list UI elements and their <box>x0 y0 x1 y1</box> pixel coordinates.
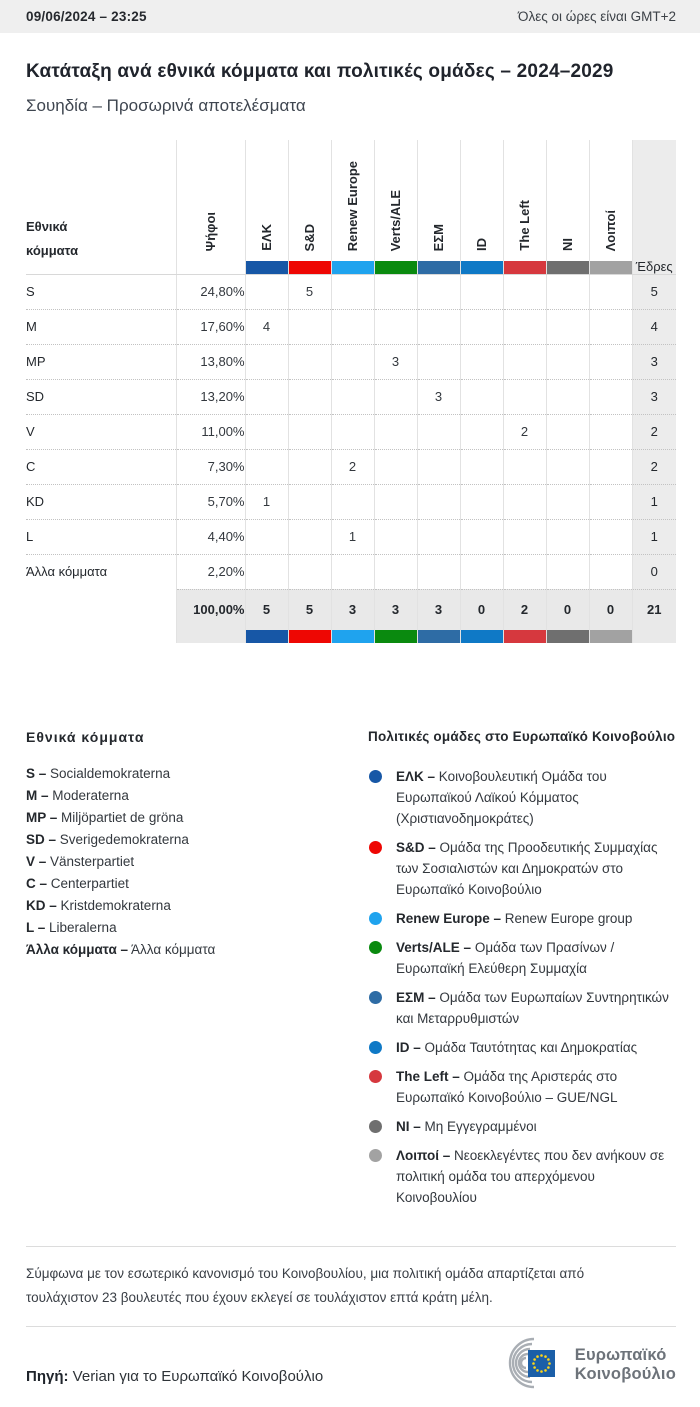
legend-item: Άλλα κόμματα – Άλλα κόμματα <box>26 942 216 957</box>
political-groups-legend-heading: Πολιτικές ομάδες στο Ευρωπαϊκό Κοινοβούλιο <box>368 729 676 744</box>
the-left-color-dot-icon <box>369 1070 382 1083</box>
vote-share: 7,30% <box>176 449 245 484</box>
total-vote-share: 100,00% <box>176 589 245 630</box>
seats-count: 0 <box>632 554 676 589</box>
table-row-sd: SD 13,20% 3 3 <box>26 379 676 414</box>
color-bar-gap <box>176 261 245 274</box>
table-row-kd: KD 5,70% 1 1 <box>26 484 676 519</box>
timezone-note: Όλες οι ώρες είναι GMT+2 <box>518 9 676 24</box>
rules-note: Σύμφωνα με τον εσωτερικό κανονισμό του Κοινοβουλίου, μια πολιτική ομάδα απαρτίζεται από τουλάχιστον 23 βουλευτές που έχουν εκλεγεί σε τουλάχιστον επτά κράτη μέλη. <box>26 1266 585 1305</box>
seats-count: 1 <box>632 519 676 554</box>
column-header-ecr: ΕΣΜ <box>417 140 460 261</box>
legend-item: M – Moderaterna <box>26 788 129 803</box>
color-swatch-epp <box>245 630 288 643</box>
national-parties-header: Εθνικά κόμματα <box>26 219 79 259</box>
page-title: Κατάταξη ανά εθνικά κόμματα και πολιτικές ομάδες – 2024–2029 <box>26 61 614 82</box>
party-abbr: L <box>26 519 176 554</box>
column-header-others: Λοιποί <box>589 140 632 261</box>
vote-share: 24,80% <box>176 274 245 309</box>
political-groups-legend <box>368 729 676 1216</box>
legend-item: SD – Sverigedemokraterna <box>26 832 189 847</box>
table-row-l: L 4,40% 1 1 <box>26 519 676 554</box>
party-abbr: V <box>26 414 176 449</box>
party-abbr: M <box>26 309 176 344</box>
total-seats: 21 <box>632 589 676 630</box>
legend-item: S&D – Ομάδα της Προοδευτικής Συμμαχίας των Σοσιαλιστών και Δημοκρατών στο Ευρωπαϊκό Κοινοβούλιο <box>368 837 676 900</box>
table-row-mp: MP 13,80% 3 3 <box>26 344 676 379</box>
vote-share: 13,20% <box>176 379 245 414</box>
vote-share: 5,70% <box>176 484 245 519</box>
results-table <box>26 140 676 643</box>
eu-flag-icon <box>528 1350 555 1377</box>
seats-count: 3 <box>632 344 676 379</box>
seats-count: 5 <box>632 274 676 309</box>
party-abbr: C <box>26 449 176 484</box>
total-color-bar <box>26 630 676 643</box>
legend-item: L – Liberalerna <box>26 920 117 935</box>
source-label: Πηγή: <box>26 1368 69 1385</box>
column-header-the-left: The Left <box>503 140 546 261</box>
legend-item: S – Socialdemokraterna <box>26 766 171 781</box>
datetime-stamp: 09/06/2024 – 23:25 <box>26 9 147 24</box>
legend-item: NI – Μη Εγγεγραμμένοι <box>368 1116 676 1137</box>
legend-item: ID – Ομάδα Ταυτότητας και Δημοκρατίας <box>368 1037 676 1058</box>
column-header-seats: Έδρες <box>632 140 676 274</box>
party-abbr: S <box>26 284 35 299</box>
epp-color-dot-icon <box>369 770 382 783</box>
color-swatch-others <box>589 261 632 274</box>
party-abbr: SD <box>26 379 176 414</box>
legend-section <box>26 729 676 1216</box>
table-row-total: 100,00% 5 5 3 3 3 0 2 0 0 21 <box>26 589 676 630</box>
color-swatch-the-left <box>503 261 546 274</box>
ni-color-dot-icon <box>369 1120 382 1133</box>
color-swatch-sd <box>288 630 331 643</box>
column-header-verts-ale: Verts/ALE <box>374 140 417 261</box>
national-parties-legend <box>26 729 368 1216</box>
table-row-s: S 24,80% 5 5 <box>26 274 676 309</box>
national-parties-legend-heading: Εθνικά κόμματα <box>26 729 145 745</box>
legend-item: ΕΛΚ – Κοινοβουλευτική Ομάδα του Ευρωπαϊκού Λαϊκού Κόμματος (Χριστιανοδημοκράτες) <box>368 766 676 829</box>
top-bar <box>0 0 700 33</box>
table-row-other-parties <box>26 554 676 589</box>
table-corner-header <box>26 140 176 274</box>
legend-item: MP – Miljöpartiet de gröna <box>26 810 184 825</box>
table-row-m: M 17,60% 4 4 <box>26 309 676 344</box>
legend-item: Λοιποί – Νεοεκλεγέντες που δεν ανήκουν σε πολιτική ομάδα του απερχόμενου Κοινοβουλίου <box>368 1145 676 1208</box>
color-swatch-ecr <box>417 261 460 274</box>
seats-count: 1 <box>632 484 676 519</box>
color-swatch-ecr <box>417 630 460 643</box>
main-content <box>0 61 700 1407</box>
color-swatch-ni <box>546 630 589 643</box>
party-abbr: KD <box>26 484 176 519</box>
source-row <box>26 1327 676 1407</box>
seats-count: 3 <box>632 379 676 414</box>
color-swatch-others <box>589 630 632 643</box>
column-header-epp: ΕΛΚ <box>245 140 288 261</box>
legend-item: Verts/ALE – Ομάδα των Πρασίνων / Ευρωπαϊκή Ελεύθερη Συμμαχία <box>368 937 676 979</box>
table-row-c: C 7,30% 2 2 <box>26 449 676 484</box>
legend-item: The Left – Ομάδα της Αριστεράς στο Ευρωπαϊκό Κοινοβούλιο – GUE/NGL <box>368 1066 676 1108</box>
vote-share: 11,00% <box>176 414 245 449</box>
table-row-v: V 11,00% 2 2 <box>26 414 676 449</box>
divider <box>26 1246 676 1247</box>
color-swatch-epp <box>245 261 288 274</box>
legend-item: V – Vänsterpartiet <box>26 854 135 869</box>
color-swatch-id <box>460 630 503 643</box>
sd-color-dot-icon <box>369 841 382 854</box>
ecr-color-dot-icon <box>369 991 382 1004</box>
seats-count: 2 <box>632 449 676 484</box>
column-header-sd: S&D <box>288 140 331 261</box>
color-swatch-renew <box>331 630 374 643</box>
logo-wordmark: Ευρωπαϊκό Κοινοβούλιο <box>574 1346 676 1383</box>
vote-share: 13,80% <box>176 344 245 379</box>
hemicycle-icon <box>491 1337 565 1393</box>
legend-item: ΕΣΜ – Ομάδα των Ευρωπαίων Συντηρητικών και Μεταρρυθμιστών <box>368 987 676 1029</box>
color-swatch-verts-ale <box>374 261 417 274</box>
color-swatch-id <box>460 261 503 274</box>
party-abbr: MP <box>26 344 176 379</box>
party-abbr: Άλλα κόμματα <box>26 554 176 589</box>
id-color-dot-icon <box>369 1041 382 1054</box>
seats-count: 2 <box>632 414 676 449</box>
column-header-renew: Renew Europe <box>331 140 374 261</box>
color-swatch-verts-ale <box>374 630 417 643</box>
legend-item: Renew Europe – Renew Europe group <box>368 908 676 929</box>
seats-count: 4 <box>632 309 676 344</box>
source-credit: Πηγή: Verian για το Ευρωπαϊκό Κοινοβούλιο <box>26 1368 324 1385</box>
eu-parliament-logo <box>491 1337 676 1393</box>
column-header-id: ID <box>460 140 503 261</box>
legend-item: KD – Kristdemokraterna <box>26 898 171 913</box>
others-color-dot-icon <box>369 1149 382 1162</box>
column-header-votes: Ψήφοι <box>176 140 245 261</box>
vote-share: 4,40% <box>176 519 245 554</box>
color-swatch-the-left <box>503 630 546 643</box>
renew-color-dot-icon <box>369 912 382 925</box>
vote-share: 17,60% <box>176 309 245 344</box>
verts-ale-color-dot-icon <box>369 941 382 954</box>
vote-share: 2,20% <box>176 554 245 589</box>
color-swatch-renew <box>331 261 374 274</box>
color-swatch-ni <box>546 261 589 274</box>
column-header-ni: NI <box>546 140 589 261</box>
color-swatch-sd <box>288 261 331 274</box>
legend-item: C – Centerpartiet <box>26 876 129 891</box>
page-subtitle: Σουηδία – Προσωρινά αποτελέσματα <box>26 96 306 115</box>
